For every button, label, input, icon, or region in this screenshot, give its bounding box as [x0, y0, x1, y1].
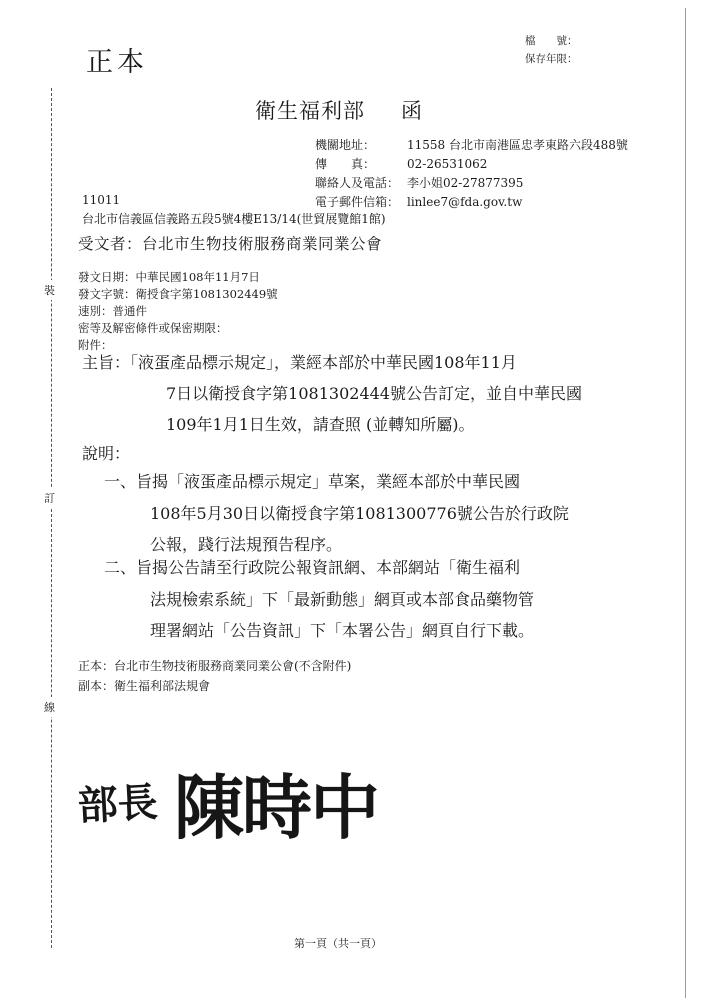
sender-fax: [315, 155, 487, 172]
binding-char-bottom: 線: [44, 697, 55, 717]
title-org: 衛生福利部: [255, 99, 365, 123]
sender-contact: [315, 174, 523, 191]
title-doc-type: 函: [401, 99, 423, 123]
binding-line: [51, 88, 52, 948]
attachment-label: 附件：: [78, 338, 113, 352]
item1-line-2: 108年5月30日以衛授食字第1081300776號公告於行政院: [150, 503, 569, 523]
recipient-line: [78, 232, 382, 254]
sender-email: [315, 193, 522, 210]
explanation-label: 說明：: [82, 444, 131, 463]
file-number-label: 檔 號：: [525, 35, 578, 47]
retention-label: 保存年限：: [525, 53, 578, 65]
recipient-postcode: 11011: [82, 193, 121, 207]
recipient-name: 台北市生物技術服務商業同業公會: [142, 235, 383, 253]
speed-class: 速別：普通件: [78, 304, 147, 318]
secrecy-class: 密等及解密條件或保密期限：: [78, 321, 228, 335]
subject-line-3: 109年1月1日生效，請查照 (並轉知所屬)。: [166, 415, 475, 434]
email-value: linlee7@fda.gov.tw: [407, 195, 523, 209]
page-edge-line: [685, 8, 686, 998]
fax-label: 傳 真：: [315, 157, 376, 171]
explanation-item-1: [104, 466, 569, 561]
issue-date: 發文日期：中華民國108年11月7日: [78, 270, 260, 284]
sender-address: [315, 136, 628, 153]
recipient-address: 台北市信義區信義路五段5號4樓E13/14(世貿展覽館1館): [82, 212, 386, 226]
item1-line-1: 一、旨揭「液蛋產品標示規定」草案，業經本部於中華民國: [104, 472, 521, 491]
minister-signature-seal: [74, 760, 419, 850]
item2-line-1: 二、旨揭公告請至行政院公報資訊網、本部網站「衛生福利: [104, 558, 521, 577]
contact-label: 聯絡人及電話：: [315, 176, 400, 190]
original-recipient: 正本：台北市生物技術服務商業同業公會(不含附件): [78, 659, 352, 673]
binding-char-middle: 訂: [44, 488, 55, 508]
document-title: [255, 95, 423, 125]
address-label: 機關地址：: [315, 138, 376, 152]
signature-name-text: 陳時中: [174, 766, 378, 849]
subject-block: [82, 347, 582, 440]
duplicate-recipient: 副本：衛生福利部法規會: [78, 679, 211, 693]
explanation-item-2: [104, 552, 534, 647]
fax-value: 02-26531062: [407, 157, 488, 171]
item2-line-2: 法規檢索系統」下「最新動態」網頁或本部食品藥物管: [150, 589, 535, 609]
page-footer: 第一頁（共一頁）: [294, 937, 382, 950]
binding-char-top: 裝: [44, 280, 55, 300]
signature-title-text: 部長: [76, 778, 159, 830]
issue-number: 發文字號：衛授食字第1081302449號: [78, 287, 278, 301]
address-value: 11558 台北市南港區忠孝東路六段488號: [407, 138, 628, 152]
recipient-label: 受文者：: [78, 235, 143, 253]
original-copy-stamp: 正本: [86, 47, 148, 78]
contact-value: 李小姐02-27877395: [407, 176, 524, 190]
email-label: 電子郵件信箱：: [315, 195, 400, 209]
item1-line-3: 公報，踐行法規預告程序。: [150, 535, 343, 554]
subject-line-2: 7日以衛授食字第1081302444號公告訂定，並自中華民國: [166, 384, 582, 403]
item2-line-3: 理署網站「公告資訊」下「本署公告」網頁自行下載。: [150, 621, 535, 640]
subject-line-1: 主旨：「液蛋產品標示規定」，業經本部於中華民國108年11月: [82, 353, 517, 372]
